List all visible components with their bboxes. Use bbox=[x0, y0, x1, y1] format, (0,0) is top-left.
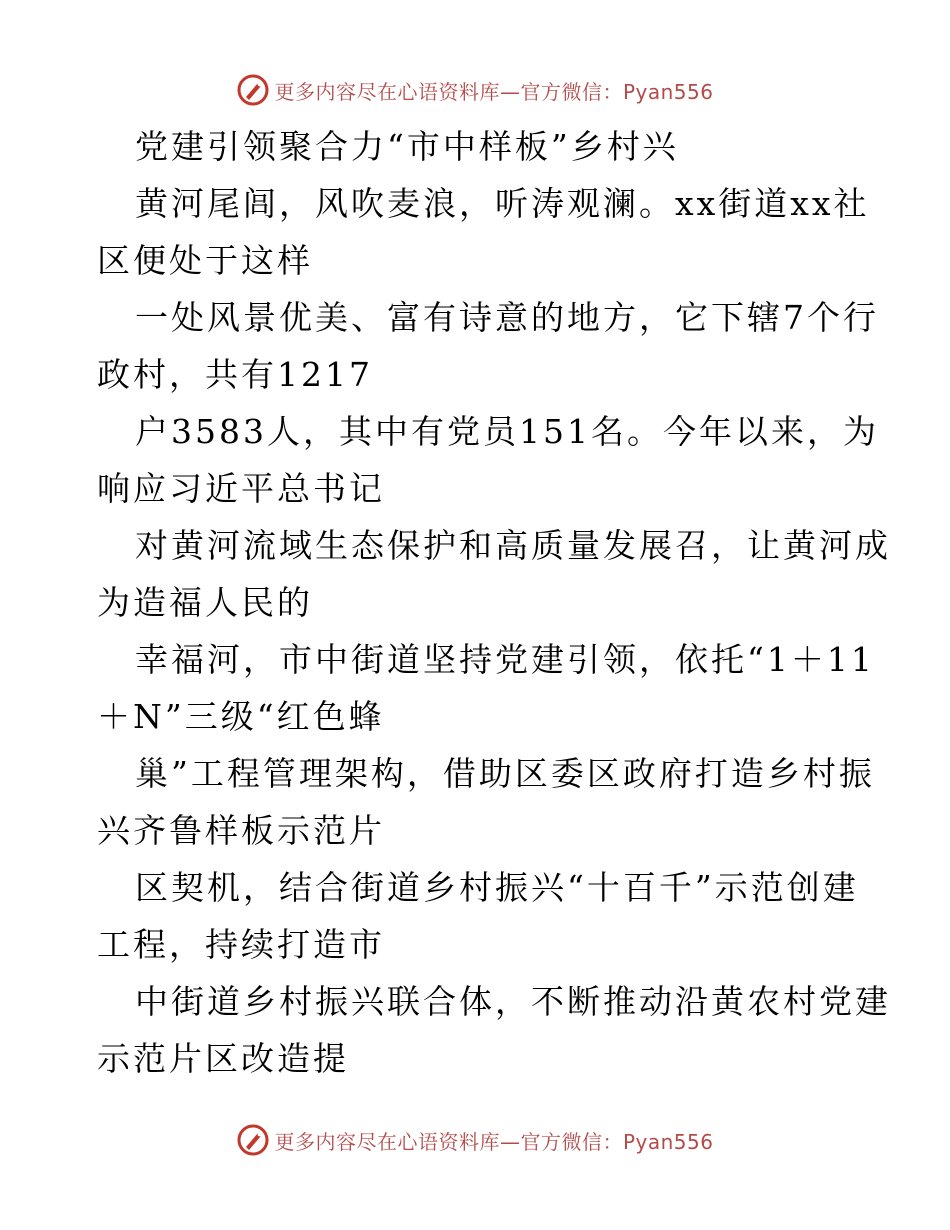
document-body bbox=[97, 118, 891, 1087]
paragraph-line: 工程，持续打造市 bbox=[97, 925, 385, 964]
pen-logo-icon bbox=[236, 73, 270, 107]
paragraph-line: 区契机，结合街道乡村振兴“十百千”示范创建 bbox=[135, 868, 859, 907]
footer-watermark bbox=[0, 1120, 950, 1160]
paragraph-line: 示范片区改造提 bbox=[97, 1039, 349, 1078]
watermark-text: 更多内容尽在心语资料库—官方微信：Pyan556 bbox=[274, 1129, 714, 1154]
paragraph-line: 响应习近平总书记 bbox=[97, 469, 385, 508]
paragraph-line: 为造福人民的 bbox=[97, 583, 313, 622]
paragraph-line: 对黄河流域生态保护和高质量发展召，让黄河成 bbox=[135, 526, 891, 565]
paragraph-line: ＋N”三级“红色蜂 bbox=[97, 697, 385, 736]
paragraph-line: 兴齐鲁样板示范片 bbox=[97, 811, 385, 850]
paragraph-line: 黄河尾闾，风吹麦浪，听涛观澜。xx街道xx社 bbox=[135, 184, 870, 223]
paragraph-line: 一处风景优美、富有诗意的地方，它下辖7个行 bbox=[135, 298, 879, 337]
paragraph-line: 户3583人，其中有党员151名。今年以来，为 bbox=[135, 412, 879, 451]
paragraph-line: 中街道乡村振兴联合体，不断推动沿黄农村党建 bbox=[135, 982, 891, 1021]
paragraph-line: 政村，共有1217 bbox=[97, 355, 373, 394]
pen-logo-icon bbox=[236, 1123, 270, 1157]
watermark-text: 更多内容尽在心语资料库—官方微信：Pyan556 bbox=[274, 79, 714, 104]
paragraph-line: 幸福河，市中街道坚持党建引领，依托“1＋11 bbox=[135, 640, 875, 679]
paragraph-line: 区便处于这样 bbox=[97, 241, 313, 280]
paragraph-line: 巢”工程管理架构，借助区委区政府打造乡村振 bbox=[135, 754, 875, 793]
header-watermark bbox=[0, 70, 950, 110]
document-title: 党建引领聚合力“市中样板”乡村兴 bbox=[135, 127, 679, 166]
